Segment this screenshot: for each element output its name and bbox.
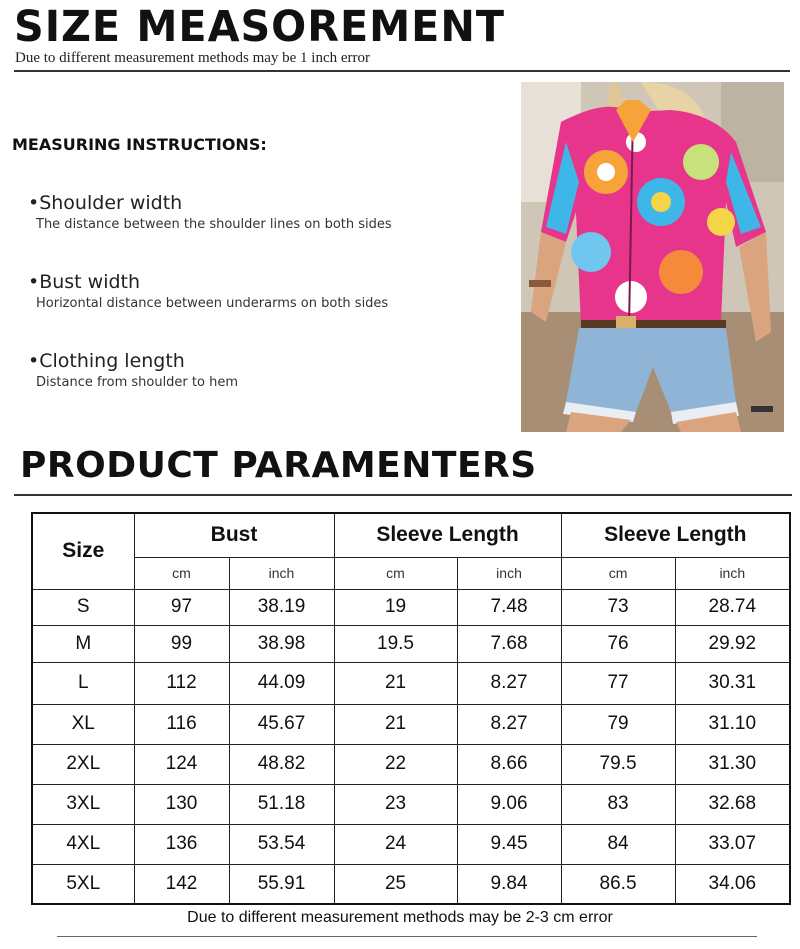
measurement-cell: 21 [334,704,457,744]
measurement-cell: 83 [561,784,675,824]
instruction-title: •Shoulder width [28,192,183,214]
size-table [31,512,791,905]
measurement-cell: 8.27 [457,704,561,744]
measurement-cell: 7.68 [457,625,561,662]
sleeve-length-header: Sleeve Length [334,513,561,557]
measurement-cell: 38.98 [229,625,334,662]
measurement-cell: 124 [134,744,229,784]
measurement-cell: 31.10 [675,704,790,744]
instruction-description: The distance between the shoulder lines on both sides [36,217,392,232]
measurement-error-note: Due to different measurement methods may be 1 inch error [15,50,371,66]
measurement-cell: 79.5 [561,744,675,784]
measurement-cell: 8.27 [457,662,561,704]
measurement-cell: 30.31 [675,662,790,704]
sleeve-length-header-2: Sleeve Length [561,513,790,557]
table-row [32,784,790,824]
table-row [32,824,790,864]
measurement-cell: 73 [561,589,675,625]
measurement-cell: 130 [134,784,229,824]
measurement-cell: 34.06 [675,864,790,904]
page-title: SIZE MEASOREMENT [14,2,505,52]
product-photo [521,82,784,432]
unit-cell: inch [229,557,334,589]
size-column-header: Size [32,513,134,589]
size-label-cell: L [32,662,134,704]
section-divider [14,494,792,496]
measurement-cell: 77 [561,662,675,704]
unit-cell: cm [561,557,675,589]
table-row [32,744,790,784]
bottom-divider [57,936,757,937]
instruction-title: •Clothing length [28,350,185,372]
instruction-title: •Bust width [28,271,141,293]
instruction-clothing-length [28,350,238,390]
title-divider [14,70,790,72]
size-label-cell: 3XL [32,784,134,824]
measurement-cell: 53.54 [229,824,334,864]
bottom-error-note: Due to different measurement methods may be 2-3 cm error [187,909,613,926]
measurement-cell: 44.09 [229,662,334,704]
measurement-cell: 99 [134,625,229,662]
measurement-cell: 9.06 [457,784,561,824]
measurement-cell: 38.19 [229,589,334,625]
size-label-cell: S [32,589,134,625]
measurement-cell: 112 [134,662,229,704]
size-label-cell: XL [32,704,134,744]
measurement-cell: 24 [334,824,457,864]
measurement-cell: 7.48 [457,589,561,625]
table-row [32,662,790,704]
measurement-cell: 19.5 [334,625,457,662]
measurement-cell: 84 [561,824,675,864]
measurement-cell: 86.5 [561,864,675,904]
unit-cell: inch [675,557,790,589]
table-row [32,704,790,744]
measurement-cell: 22 [334,744,457,784]
measurement-cell: 23 [334,784,457,824]
size-label-cell: 2XL [32,744,134,784]
measurement-cell: 9.45 [457,824,561,864]
measurement-cell: 116 [134,704,229,744]
unit-cell: cm [134,557,229,589]
measurement-cell: 9.84 [457,864,561,904]
product-parameters-title: PRODUCT PARAMENTERS [20,445,537,486]
measurement-cell: 8.66 [457,744,561,784]
measurement-cell: 21 [334,662,457,704]
measurement-cell: 136 [134,824,229,864]
instruction-bust-width [28,271,388,311]
table-row [32,625,790,662]
measurement-cell: 31.30 [675,744,790,784]
table-row [32,589,790,625]
measurement-cell: 76 [561,625,675,662]
measurement-cell: 32.68 [675,784,790,824]
size-label-cell: 5XL [32,864,134,904]
measurement-cell: 55.91 [229,864,334,904]
measurement-cell: 45.67 [229,704,334,744]
measurement-cell: 29.92 [675,625,790,662]
measurement-cell: 51.18 [229,784,334,824]
measurement-cell: 28.74 [675,589,790,625]
measurement-cell: 48.82 [229,744,334,784]
table-row [32,864,790,904]
bust-header: Bust [134,513,334,557]
size-label-cell: 4XL [32,824,134,864]
measurement-cell: 97 [134,589,229,625]
instruction-shoulder-width [28,192,392,232]
measurement-cell: 33.07 [675,824,790,864]
instructions-heading: MEASURING INSTRUCTIONS: [12,135,267,154]
size-label-cell: M [32,625,134,662]
measurement-cell: 142 [134,864,229,904]
measurement-cell: 25 [334,864,457,904]
measurement-cell: 19 [334,589,457,625]
unit-cell: inch [457,557,561,589]
instruction-description: Distance from shoulder to hem [36,375,238,390]
measurement-cell: 79 [561,704,675,744]
instruction-description: Horizontal distance between underarms on both sides [36,296,389,311]
unit-cell: cm [334,557,457,589]
